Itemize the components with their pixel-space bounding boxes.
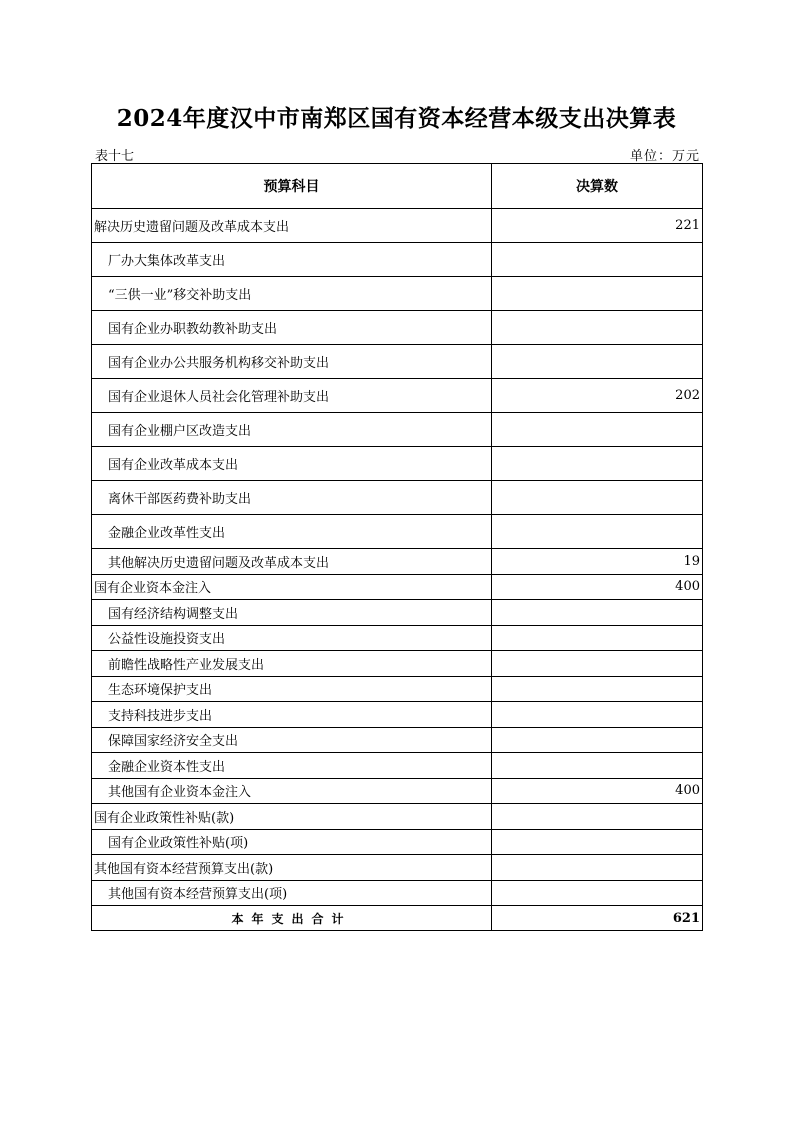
table-row: [92, 243, 703, 277]
total-row: [92, 906, 703, 931]
table-row: [92, 379, 703, 413]
row-subject: 其他解决历史遗留问题及改革成本支出: [92, 549, 492, 575]
row-subject: 公益性设施投资支出: [92, 625, 492, 651]
row-amount: [492, 345, 703, 379]
row-amount: 221: [492, 209, 703, 243]
table-row: [92, 651, 703, 677]
row-amount: [492, 600, 703, 626]
row-subject: 其他国有资本经营预算支出(项): [92, 880, 492, 906]
row-subject: 国有企业资本金注入: [92, 574, 492, 600]
row-amount: [492, 515, 703, 549]
row-amount: [492, 651, 703, 677]
row-subject: 国有企业办职教幼教补助支出: [92, 311, 492, 345]
total-amount: 621: [492, 906, 703, 931]
table-row: [92, 413, 703, 447]
row-subject: 其他国有企业资本金注入: [92, 778, 492, 804]
row-amount: [492, 311, 703, 345]
row-amount: [492, 447, 703, 481]
table-row: [92, 676, 703, 702]
table-row: [92, 625, 703, 651]
row-amount: [492, 829, 703, 855]
row-amount: [492, 880, 703, 906]
row-subject: 国有企业棚户区改造支出: [92, 413, 492, 447]
table-row: [92, 311, 703, 345]
row-subject: 其他国有资本经营预算支出(款): [92, 855, 492, 881]
subject-header: 预算科目: [92, 164, 492, 209]
table-row: [92, 549, 703, 575]
total-label: 本年支出合计: [92, 906, 492, 931]
row-subject: “三供一业”移交补助支出: [92, 277, 492, 311]
row-subject: 金融企业资本性支出: [92, 753, 492, 779]
table-row: [92, 209, 703, 243]
row-subject: 金融企业改革性支出: [92, 515, 492, 549]
row-subject: 前瞻性战略性产业发展支出: [92, 651, 492, 677]
table-row: [92, 447, 703, 481]
table-row: [92, 829, 703, 855]
row-amount: [492, 702, 703, 728]
row-amount: [492, 676, 703, 702]
unit-label: 单位：万元: [629, 149, 700, 164]
row-subject: 解决历史遗留问题及改革成本支出: [92, 209, 492, 243]
row-subject: 国有企业办公共服务机构移交补助支出: [92, 345, 492, 379]
table-row: [92, 277, 703, 311]
row-amount: [492, 855, 703, 881]
page-title: 2024年度汉中市南郑区国有资本经营本级支出决算表: [116, 105, 677, 132]
row-amount: 19: [492, 549, 703, 575]
row-subject: 支持科技进步支出: [92, 702, 492, 728]
table-number: 表十七: [95, 149, 135, 164]
row-subject: 厂办大集体改革支出: [92, 243, 492, 277]
row-amount: [492, 625, 703, 651]
amount-header: 决算数: [492, 164, 703, 209]
row-subject: 国有企业退休人员社会化管理补助支出: [92, 379, 492, 413]
header-row: [92, 164, 703, 209]
row-subject: 保障国家经济安全支出: [92, 727, 492, 753]
row-amount: [492, 481, 703, 515]
table-row: [92, 574, 703, 600]
table-row: [92, 702, 703, 728]
table-row: [92, 804, 703, 830]
row-amount: [492, 804, 703, 830]
table-row: [92, 880, 703, 906]
table-row: [92, 481, 703, 515]
table-row: [92, 727, 703, 753]
row-subject: 国有经济结构调整支出: [92, 600, 492, 626]
row-subject: 生态环境保护支出: [92, 676, 492, 702]
table-row: [92, 855, 703, 881]
row-amount: 400: [492, 778, 703, 804]
row-subject: 国有企业政策性补贴(项): [92, 829, 492, 855]
row-subject: 离休干部医药费补助支出: [92, 481, 492, 515]
row-amount: [492, 413, 703, 447]
table-row: [92, 345, 703, 379]
row-amount: 202: [492, 379, 703, 413]
table-row: [92, 515, 703, 549]
row-subject: 国有企业改革成本支出: [92, 447, 492, 481]
row-amount: [492, 243, 703, 277]
row-amount: 400: [492, 574, 703, 600]
row-subject: 国有企业政策性补贴(款): [92, 804, 492, 830]
row-amount: [492, 753, 703, 779]
table-row: [92, 600, 703, 626]
expenditure-table: [91, 163, 703, 931]
table-row: [92, 753, 703, 779]
row-amount: [492, 727, 703, 753]
table-row: [92, 778, 703, 804]
row-amount: [492, 277, 703, 311]
